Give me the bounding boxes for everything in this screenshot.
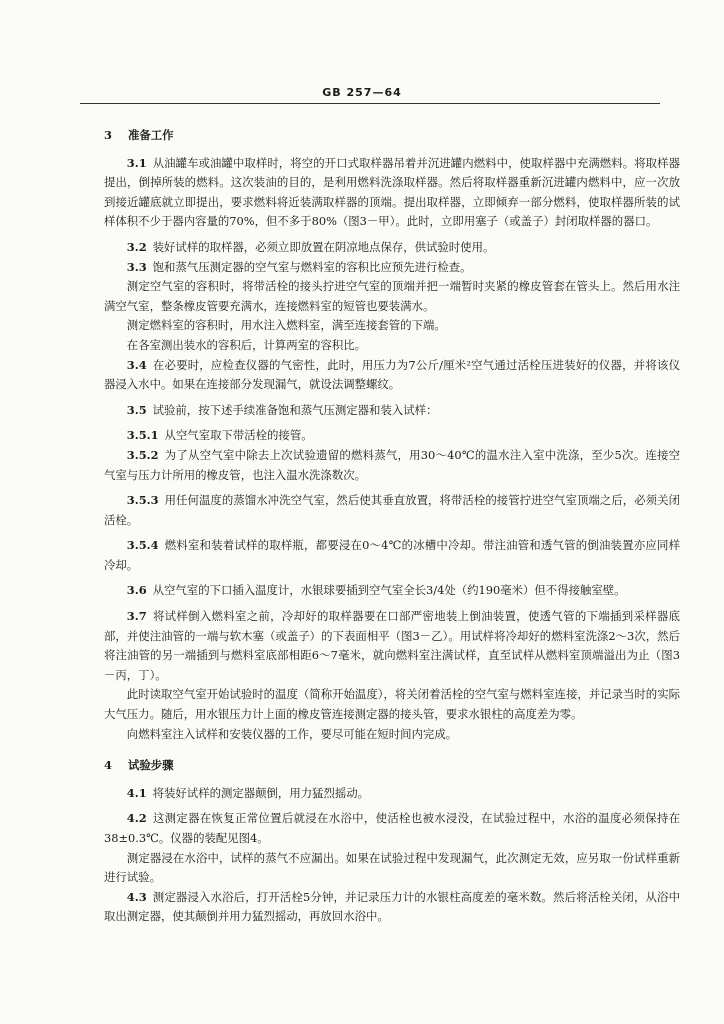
clause-3-5-3-text: 用任何温度的蒸馏水冲洗空气室，然后使其垂直放置，将带活栓的接管拧进空气室顶端之后，必须关闭活栓。: [104, 493, 680, 527]
clause-3-7: [104, 607, 680, 685]
clause-4-1-number: 4.1: [126, 785, 147, 800]
clause-4-3-text: 测定器浸入水浴后，打开活栓5分钟，并记录压力计的水银柱高度差的毫米数。然后将活栓关闭，从浴中取出测定器，使其颠倒并用力猛烈摇动，再放回水浴中。: [104, 889, 680, 924]
clause-3-2-text: 装好试样的取样器，必须立即放置在阴凉地点保存，供试验时使用。: [152, 239, 495, 254]
clause-3-5-text: 试验前，按下述手续准备饱和蒸气压测定器和装入试样：: [152, 402, 438, 417]
clause-3-6: [104, 581, 680, 601]
document-body: [104, 126, 680, 927]
clause-3-3-b: 测定燃料室的容积时，用水注入燃料室，满至连接套管的下端。: [126, 318, 446, 333]
clause-3-7-number: 3.7: [126, 609, 147, 624]
page-header: GB 257—64: [322, 86, 402, 99]
clause-4-3: [104, 888, 680, 927]
clause-3-5: [104, 401, 680, 421]
clause-3-5-2: [104, 446, 680, 485]
clause-4-2-text: 这测定器在恢复正常位置后就浸在水浴中，使活栓也被水浸没，在试验过程中，水浴的温度必须保持在38±0.3℃。仪器的装配见图4。: [104, 811, 680, 845]
clause-3-4: [104, 356, 680, 395]
clause-3-1-number: 3.1: [126, 155, 147, 170]
section-3-title: [104, 126, 680, 146]
clause-3-7-b: 向燃料室注入试样和安装仪器的工作，要尽可能在短时间内完成。: [126, 726, 458, 741]
clause-3-1-text: 从油罐车或油罐中取样时，将空的开口式取样器吊着并沉进罐内燃料中，使取样器中充满燃料。将取样器提出，倒掉所装的燃料。这次装油的目的，是利用燃料洗涤取样器。然后将取样器重新沉进罐内燃料中，应一次放到接近罐底就立即提出，要求燃料将近装满取样器的顶端。提出取样器，立即倾弃一部分燃料，使取样器所装的试样体积不少于器内容量的70%，但不多于80%（图3－甲）。此时，立即用塞子（或盖子）封闭取样器的器口。: [104, 155, 680, 229]
clause-3-7-text: 将试样倒入燃料室之前，冷却好的取样器要在口部严密地装上倒油装置，使透气管的下端插到采样器底部，并使注油管的一端与软木塞（或盖子）的下表面相平（图3－乙）。用试样将冷却好的燃料室洗涤2～3次，然后将注油管的另一端插到与燃料室底部相距6～7毫米，就向燃料室注满试样，直至试样从燃料室顶端溢出为止（图3－丙，丁）。: [104, 609, 680, 682]
clause-4-1: [104, 784, 680, 804]
clause-3-5-number: 3.5: [126, 402, 147, 417]
clause-3-3-c: 在各室测出装水的容积后，计算两室的容积比。: [126, 337, 367, 352]
clause-3-5-4-text: 燃料室和装着试样的取样瓶，都要浸在0～4℃的冰槽中冷却。带注油管和透气管的倒油装置亦应同样冷却。: [104, 538, 680, 572]
section-4-heading: 试验步骤: [128, 758, 174, 773]
clause-4-2-number: 4.2: [126, 811, 147, 826]
clause-3-7-a: 此时读取空气室开始试验时的温度（简称开始温度），将关闭着活栓的空气室与燃料室连接，并记录当时的实际大气压力。随后，用水银压力计上面的橡皮管连接测定器的接头管，要求水银柱的高度差为零。: [104, 687, 680, 722]
clause-3-5-2-text: 为了从空气室中除去上次试验遗留的燃料蒸气，用30～40℃的温水注入室中洗涤，至少5次。连接空气室与压力计所用的橡皮管，也注入温水洗涤数次。: [104, 447, 680, 482]
section-4-number: 4: [104, 758, 112, 773]
section-4-title: [104, 756, 680, 776]
clause-3-5-1-number: 3.5.1: [126, 428, 159, 443]
clause-3-3-a: 测定空气室的容积时，将带活栓的接头拧进空气室的顶端并把一端暂时夹紧的橡皮管套在管头上。然后用水注满空气室，整条橡皮管要充满水，连接燃料室的短管也要装满水。: [104, 279, 680, 313]
clause-3-4-text: 在必要时，应检查仪器的气密性，此时，用压力为7公斤/厘米²空气通过活栓压进装好的仪器，并将该仪器浸入水中。如果在连接部分发现漏气，就设法调整螺纹。: [104, 357, 680, 392]
clause-4-1-text: 将装好试样的测定器颠倒，用力猛烈摇动。: [152, 785, 370, 800]
clause-3-4-number: 3.4: [126, 357, 147, 372]
clause-3-1: [104, 154, 680, 232]
clause-4-2-a: 测定器浸在水浴中，试样的蒸气不应漏出。如果在试验过程中发现漏气，此次测定无效，应另取一份试样重新进行试验。: [104, 850, 680, 885]
clause-3-3-text: 饱和蒸气压测定器的空气室与燃料室的容积比应预先进行检查。: [152, 259, 472, 274]
clause-3-5-1: [104, 426, 680, 446]
clause-3-5-3-number: 3.5.3: [126, 493, 159, 508]
clause-3-2: [104, 238, 680, 258]
clause-3-5-4: [104, 536, 680, 575]
clause-3-5-4-number: 3.5.4: [126, 538, 159, 553]
clause-3-3-number: 3.3: [126, 259, 147, 274]
clause-4-2: [104, 809, 680, 848]
clause-3-5-2-number: 3.5.2: [126, 447, 159, 462]
header-rule: [80, 103, 660, 104]
clause-3-3: [104, 258, 680, 278]
clause-3-6-text: 从空气室的下口插入温度计，水银球要插到空气室全长3/4处（约190毫米）但不得接触室壁。: [152, 583, 626, 598]
clause-3-5-3: [104, 491, 680, 530]
section-3-number: 3: [104, 128, 112, 142]
clause-4-3-number: 4.3: [126, 889, 147, 904]
section-3-heading: 准备工作: [128, 128, 174, 142]
clause-3-5-1-text: 从空气室取下带活栓的接管。: [164, 428, 313, 443]
clause-3-6-number: 3.6: [126, 583, 147, 598]
clause-3-2-number: 3.2: [126, 239, 147, 254]
